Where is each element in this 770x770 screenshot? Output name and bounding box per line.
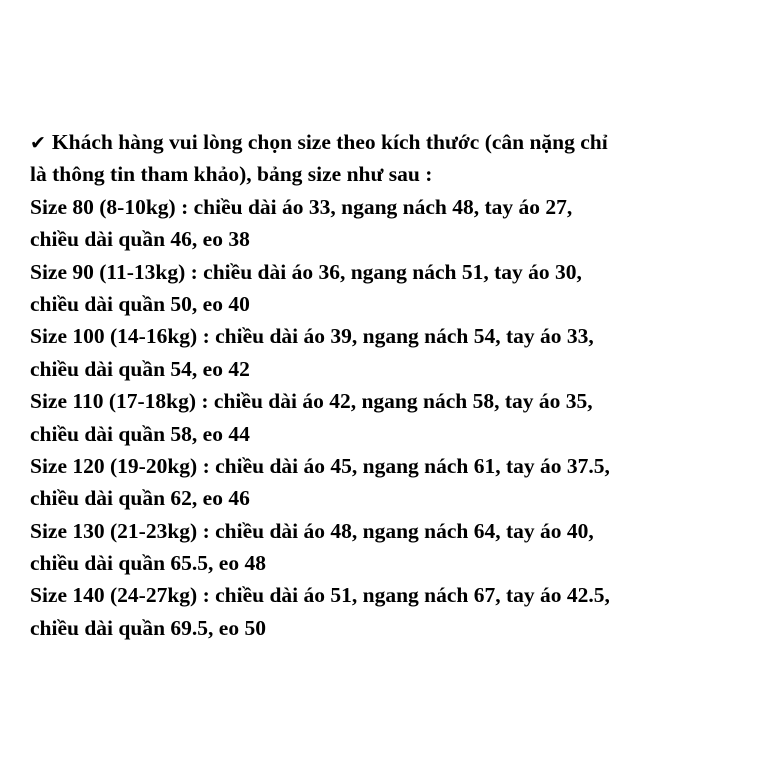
checkmark-icon: ✔: [30, 132, 46, 154]
size-guide-text: [30, 126, 760, 644]
size-80-line-2: chiều dài quần 46, eo 38: [30, 227, 250, 252]
size-80-line-1: Size 80 (8-10kg) : chiều dài áo 33, ngang nách 48, tay áo 27,: [30, 194, 573, 219]
intro-line-1: [30, 126, 760, 158]
size-130-line-2: chiều dài quần 65.5, eo 48: [30, 551, 266, 576]
size-90-line-1: Size 90 (11-13kg) : chiều dài áo 36, ngang nách 51, tay áo 30,: [30, 259, 582, 284]
size-130-line-1: Size 130 (21-23kg) : chiều dài áo 48, ngang nách 64, tay áo 40,: [30, 518, 594, 543]
intro-line-2: là thông tin tham khảo), bảng size như sau :: [30, 162, 433, 187]
size-120-line-1: Size 120 (19-20kg) : chiều dài áo 45, ngang nách 61, tay áo 37.5,: [30, 453, 610, 478]
size-140-line-1: Size 140 (24-27kg) : chiều dài áo 51, ngang nách 67, tay áo 42.5,: [30, 583, 610, 608]
size-100-line-1: Size 100 (14-16kg) : chiều dài áo 39, ngang nách 54, tay áo 33,: [30, 324, 594, 349]
size-110-line-2: chiều dài quần 58, eo 44: [30, 421, 250, 446]
size-110-line-1: Size 110 (17-18kg) : chiều dài áo 42, ngang nách 58, tay áo 35,: [30, 389, 593, 414]
intro-text-1: Khách hàng vui lòng chọn size theo kích thước (cân nặng chỉ: [51, 130, 608, 154]
size-120-line-2: chiều dài quần 62, eo 46: [30, 486, 250, 511]
size-100-line-2: chiều dài quần 54, eo 42: [30, 356, 250, 381]
size-140-line-2: chiều dài quần 69.5, eo 50: [30, 615, 266, 640]
size-90-line-2: chiều dài quần 50, eo 40: [30, 291, 250, 316]
